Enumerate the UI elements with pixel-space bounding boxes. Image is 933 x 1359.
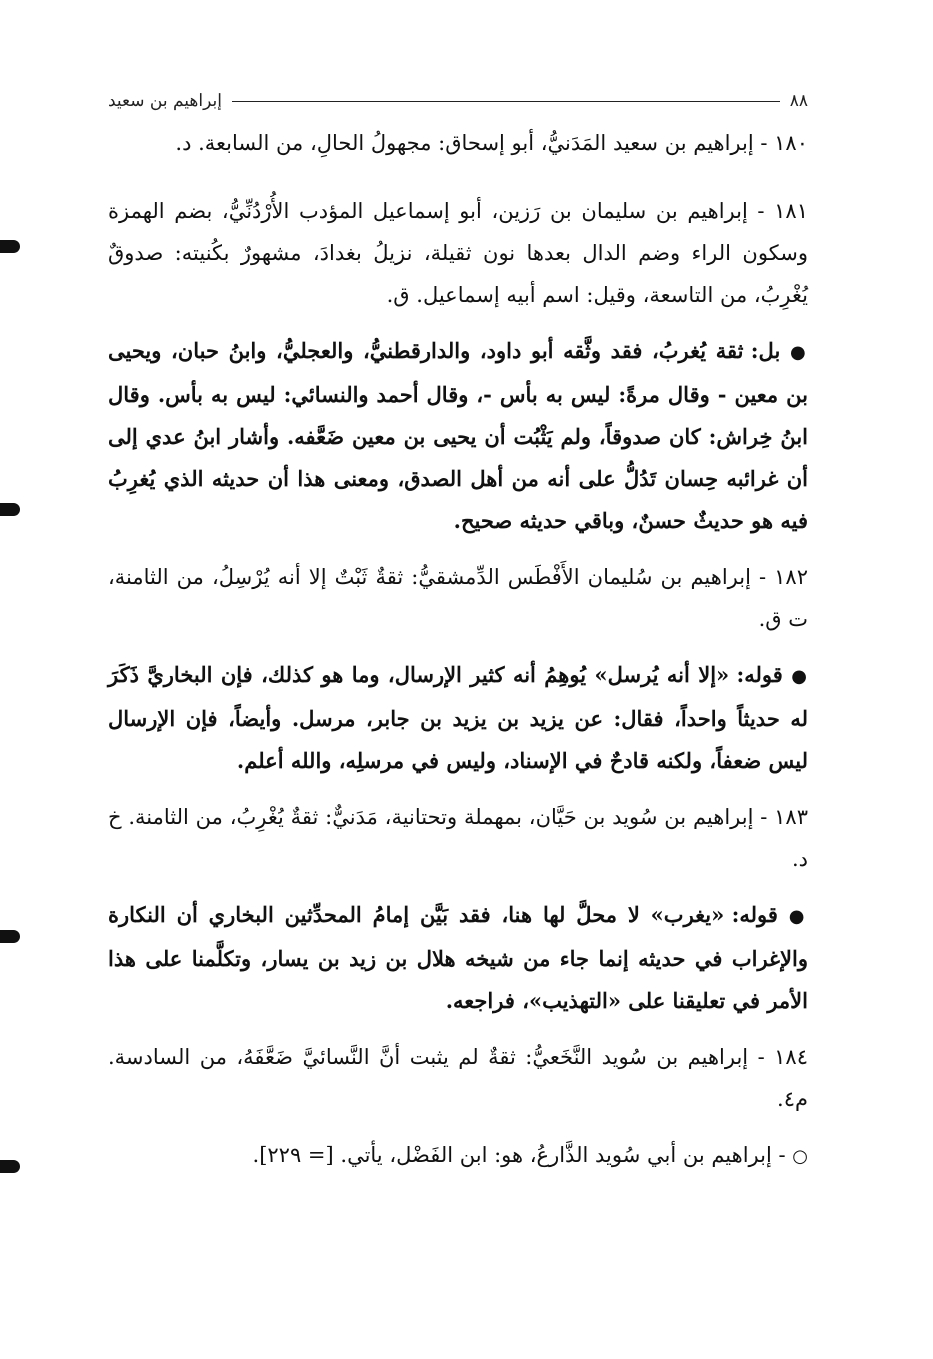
- entry-181: ١٨١ - إبراهيم بن سليمان بن رَزين، أبو إسماعيل المؤدب الأُرْدُنِّيُّ، بضم الهمزة وسكون الراء وضم الدال بعدها نون ثقيلة، نزيلُ بغدادَ، مشهورٌ بكُنيته: صدوقٌ يُغْرِبُ، من التاسعة، وقيل: اسم أبيه إسماعيل. ق.: [108, 199, 808, 307]
- page: [108, 86, 808, 1346]
- comment-181: ● بل: ثقة يُغربُ، فقد وثَّقه أبو داود، والدارقطنيُّ، والعجليُّ، وابنُ حبان، ويحيى بن معين - وقال مرةً: ليس به بأس -، وقال أحمد والنسائي: ليس به بأس. وقال ابنُ خِراش: كان صدوقاً، ولم يَثْبُت أن يحيى بن معين ضَعَّفه. وأشار ابنُ عدي إلى أن غرائبه حِسان تَدُلُّ على أنه من أهل الصدق، ومعنى هذا أن حديثه الذي يُغرِبُ فيه هو حديثٌ حسنٌ، وباقي حديثه صحيح.: [108, 338, 809, 533]
- running-head: [108, 86, 808, 116]
- entry-184: ١٨٤ - إبراهيم بن سُويد النَّخَعيُّ: ثقةٌ لم يثبت أنَّ النَّسائيَّ ضَعَّفَهُ، من السادسة. م٤.: [108, 1045, 808, 1111]
- comment-183: ● قوله: «يغرب» لا محلَّ لها هنا، فقد بَيَّن إمامُ المحدِّثين البخاري أن النكارة والإغراب في حديثه إنما جاء من شيخه هلال بن زيد بن يسار، وتكلَّمنا على هذا الأمر في تعليقنا على «التهذيب»، فراجعه.: [108, 902, 808, 1013]
- entry-180: ١٨٠ - إبراهيم بن سعيد المَدَنيُّ، أبو إسحاق: مجهولُ الحالِ، من السابعة. د.: [175, 131, 808, 155]
- margin-ink-mark: [0, 930, 20, 943]
- circle-icon: ○: [792, 1146, 808, 1167]
- bullet-icon: ●: [789, 342, 808, 363]
- bullet-icon: ●: [791, 666, 808, 687]
- comment-182: ● قوله: «إلا أنه يُرسل» يُوهِمُ أنه كثير الإرسال، وما هو كذلك، فإن البخاريَّ ذَكَرَ له حديثاً واحداً، فقال: عن يزيد بن يزيد بن جابر، مرسل. وأيضاً، فإن الإرسال ليس ضعفاً، ولكنه قادحٌ في الإسناد، وليس في مرسلِه، والله أعلم.: [108, 662, 808, 773]
- margin-ink-mark: [0, 1160, 20, 1173]
- margin-ink-mark: [0, 240, 20, 253]
- cross-reference-entry: ○ - إبراهيم بن أبي سُويد الذَّارعُ، هو: ابن الفَضْل، يأتي. [= ٢٢٩].: [252, 1143, 808, 1167]
- entry-182: ١٨٢ - إبراهيم بن سُليمان الأَفْطَس الدِّمشقيُّ: ثقةٌ ثَبْتٌ إلا أنه يُرْسِلُ، من الثامنة، ت ق.: [108, 565, 808, 631]
- bullet-icon: ●: [788, 906, 808, 927]
- page-number: ٨٨: [789, 91, 808, 111]
- entry-183: ١٨٣ - إبراهيم بن سُويد بن حَيَّان، بمهملة وتحتانية، مَدَنيٌّ: ثقةٌ يُغْرِبُ، من الثامنة. خ د.: [108, 805, 808, 871]
- margin-ink-mark: [0, 503, 20, 516]
- running-title: إبراهيم بن سعيد: [108, 91, 222, 111]
- header-rule: [232, 101, 780, 102]
